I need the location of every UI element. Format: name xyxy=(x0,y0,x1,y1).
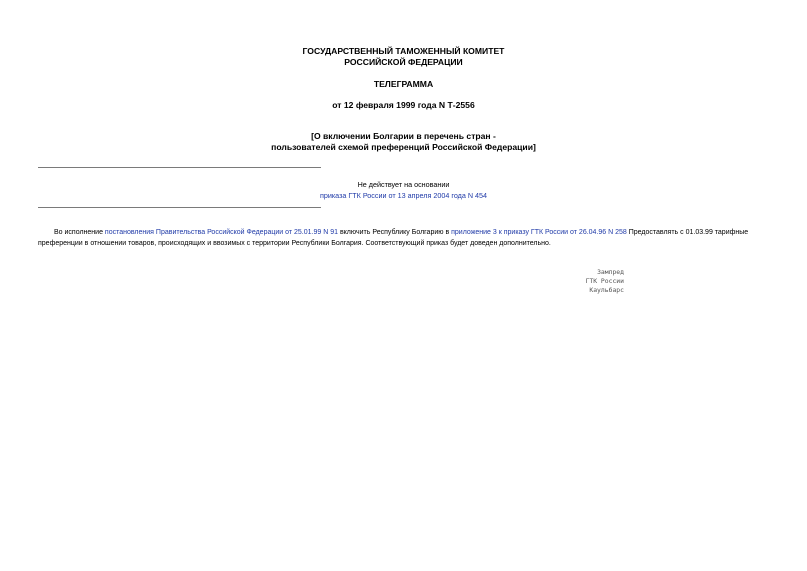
notice-divider-bottom xyxy=(38,207,321,208)
signature-block xyxy=(520,268,624,295)
status-notice: Не действует на основании xyxy=(357,180,450,189)
document-subject-line1: [О включении Болгарии в перечень стран - xyxy=(311,131,496,141)
repeal-order-link[interactable]: приказа ГТК России от 13 апреля 2004 года N 454 xyxy=(319,191,488,200)
document-subject-line2: пользователей схемой преференций Российской Федерации] xyxy=(271,142,536,152)
signatory-position: Зампред xyxy=(597,268,624,276)
signatory-organization: ГТК России xyxy=(585,277,624,285)
signatory-name: Каульбарс xyxy=(589,286,624,294)
government-resolution-link[interactable]: постановления Правительства Российской Федерации от 25.01.99 N 91 xyxy=(104,229,338,236)
issuing-authority-line1: ГОСУДАРСТВЕННЫЙ ТАМОЖЕННЫЙ КОМИТЕТ xyxy=(302,46,505,56)
body-text-part3: Предоставлять с 01.03.99 тарифные преференции в отношении товаров, происходящих и ввозимых с территории Республики Болгария. Соответствующий приказ будет доведен дополнительно. xyxy=(38,229,749,247)
issuing-authority xyxy=(0,46,807,68)
notice-divider-top xyxy=(38,167,321,168)
body-text-part1: Во исполнение xyxy=(54,229,105,236)
gtk-order-appendix-link[interactable]: приложение 3 к приказу ГТК России от 26.04.96 N 258 xyxy=(451,229,627,236)
body-text-part2: включить Республику Болгарию в xyxy=(338,229,452,236)
document-type: ТЕЛЕГРАММА xyxy=(373,79,434,89)
issuing-authority-line2: РОССИЙСКОЙ ФЕДЕРАЦИИ xyxy=(344,57,463,67)
document-subject xyxy=(0,131,807,153)
status-notice-reference xyxy=(0,190,807,201)
document-date: от 12 февраля 1999 года N Т-2556 xyxy=(332,100,475,110)
document-body xyxy=(38,228,772,249)
